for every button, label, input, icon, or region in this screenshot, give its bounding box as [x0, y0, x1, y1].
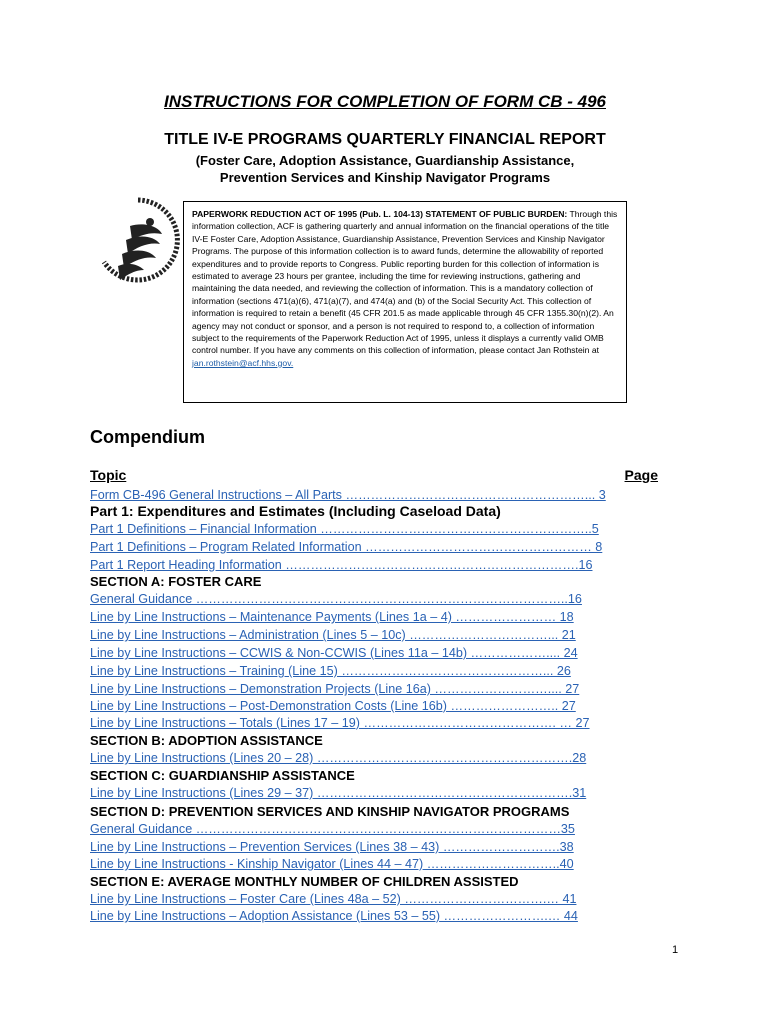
toc-link[interactable]: General Guidance ……………………………………………………………………………35 [90, 822, 575, 836]
toc-link[interactable]: Line by Line Instructions – Prevention Services (Lines 38 – 43) ……………………….38 [90, 840, 574, 854]
report-title: TITLE IV-E PROGRAMS QUARTERLY FINANCIAL REPORT [164, 131, 606, 148]
toc-link[interactable]: Line by Line Instructions – Adoption Assistance (Lines 53 – 55) …………………….… 44 [90, 909, 578, 923]
report-programs-line-2: Prevention Services and Kinship Navigator Programs [219, 170, 551, 185]
toc-link[interactable]: Line by Line Instructions – Totals (Lines 17 – 19) ………………………………………. … 27 [90, 716, 590, 730]
toc-link[interactable]: Part 1 Definitions – Financial Information ………………………………………………………..5 [90, 522, 599, 536]
toc-link[interactable]: Line by Line Instructions - Kinship Navigator (Lines 44 – 47) …………………………..40 [90, 857, 574, 871]
page-number: 1 [672, 944, 679, 956]
topic-column-label: Topic [90, 467, 127, 483]
contact-email-link[interactable]: jan.rothstein@acf.hhs.gov. [192, 357, 294, 368]
compendium-heading: Compendium [90, 427, 205, 447]
hhs-seal-icon [92, 192, 184, 292]
page-column-label: Page [624, 467, 658, 483]
section-heading: SECTION E: AVERAGE MONTHLY NUMBER OF CHILDREN ASSISTED [90, 874, 519, 889]
section-heading: SECTION D: PREVENTION SERVICES AND KINSHIP NAVIGATOR PROGRAMS [90, 804, 570, 819]
toc-link[interactable]: Line by Line Instructions – Foster Care (Lines 48a – 52) …………………………….… 41 [90, 892, 577, 906]
toc-link[interactable]: Line by Line Instructions – Administration (Lines 5 – 10c) ……………………………... 21 [90, 628, 576, 642]
toc-link[interactable]: Part 1 Definitions – Program Related Information ……………………………………………… 8 [90, 540, 603, 554]
paperwork-notice-heading: PAPERWORK REDUCTION ACT OF 1995 (Pub. L. 104-13) STATEMENT OF PUBLIC BURDEN: [192, 209, 568, 219]
document-title: INSTRUCTIONS FOR COMPLETION OF FORM CB - 496 [163, 92, 606, 111]
toc-link[interactable]: Line by Line Instructions – Demonstration Projects (Line 16a) ……………………….... 27 [90, 682, 580, 696]
toc-link[interactable]: Line by Line Instructions – Training (Line 15) …………………………………………... 26 [90, 664, 571, 678]
toc-link[interactable]: Line by Line Instructions – Maintenance Payments (Lines 1a – 4) …………………… 18 [90, 610, 574, 624]
section-heading: SECTION B: ADOPTION ASSISTANCE [90, 733, 323, 748]
toc-link[interactable]: Part 1 Report Heading Information …………………………………………………………….16 [90, 558, 593, 572]
toc-link[interactable]: Line by Line Instructions (Lines 20 – 28) …………………………………………………….28 [90, 751, 587, 765]
section-heading: SECTION C: GUARDIANSHIP ASSISTANCE [90, 768, 355, 783]
toc-link[interactable]: Line by Line Instructions (Lines 29 – 37) …………………………………………………….31 [90, 786, 587, 800]
toc-link[interactable]: Line by Line Instructions – CCWIS & Non-CCWIS (Lines 11a – 14b) ……………….... 24 [90, 646, 578, 660]
part-heading: Part 1: Expenditures and Estimates (Including Caseload Data) [90, 503, 501, 519]
section-heading: SECTION A: FOSTER CARE [90, 574, 262, 589]
toc-link[interactable]: Form CB-496 General Instructions – All Parts …………………………………………………... 3 [90, 488, 606, 502]
toc-link[interactable]: Line by Line Instructions – Post-Demonstration Costs (Line 16b) …………………….. 27 [90, 699, 576, 713]
report-programs-line-1: (Foster Care, Adoption Assistance, Guardianship Assistance, [195, 153, 575, 168]
paperwork-reduction-notice [183, 201, 627, 403]
paperwork-notice-body: Through this information collection, ACF is gathering quarterly and annual information on the financial operations of the title IV-E Foster Care, Adoption Assistance, Guardianship Assistance, Prevention Services and Kinship Navigator Programs. The purpose of this information collection is to award funds, determine the allowability of reported expenditures and to provide reports to Congress. Public reporting burden for this collection of information is estimated to average 23 hours per grantee, including the time for reviewing instructions, gathering and maintaining the data needed, and reviewing the collection of information. This is a mandatory collection of information (sections 471(a)(6), 471(a)(7), and 474(a) and (b) of the Social Security Act. This collection of information is required to retain a benefit (45 CFR 201.5 as made applicable through 45 CFR 1355.30(n)(2). An agency may not conduct or sponsor, and a person is not required to respond to, a collection of information subject to the requirements of the Paperwork Reduction Act of 1995, unless it displays a currently valid OMB control number. If you have any comments on this collection of information, please contact Jan Rothstein at [192, 209, 618, 356]
toc-link[interactable]: General Guidance ……………………………………………………………………………..16 [90, 592, 582, 606]
